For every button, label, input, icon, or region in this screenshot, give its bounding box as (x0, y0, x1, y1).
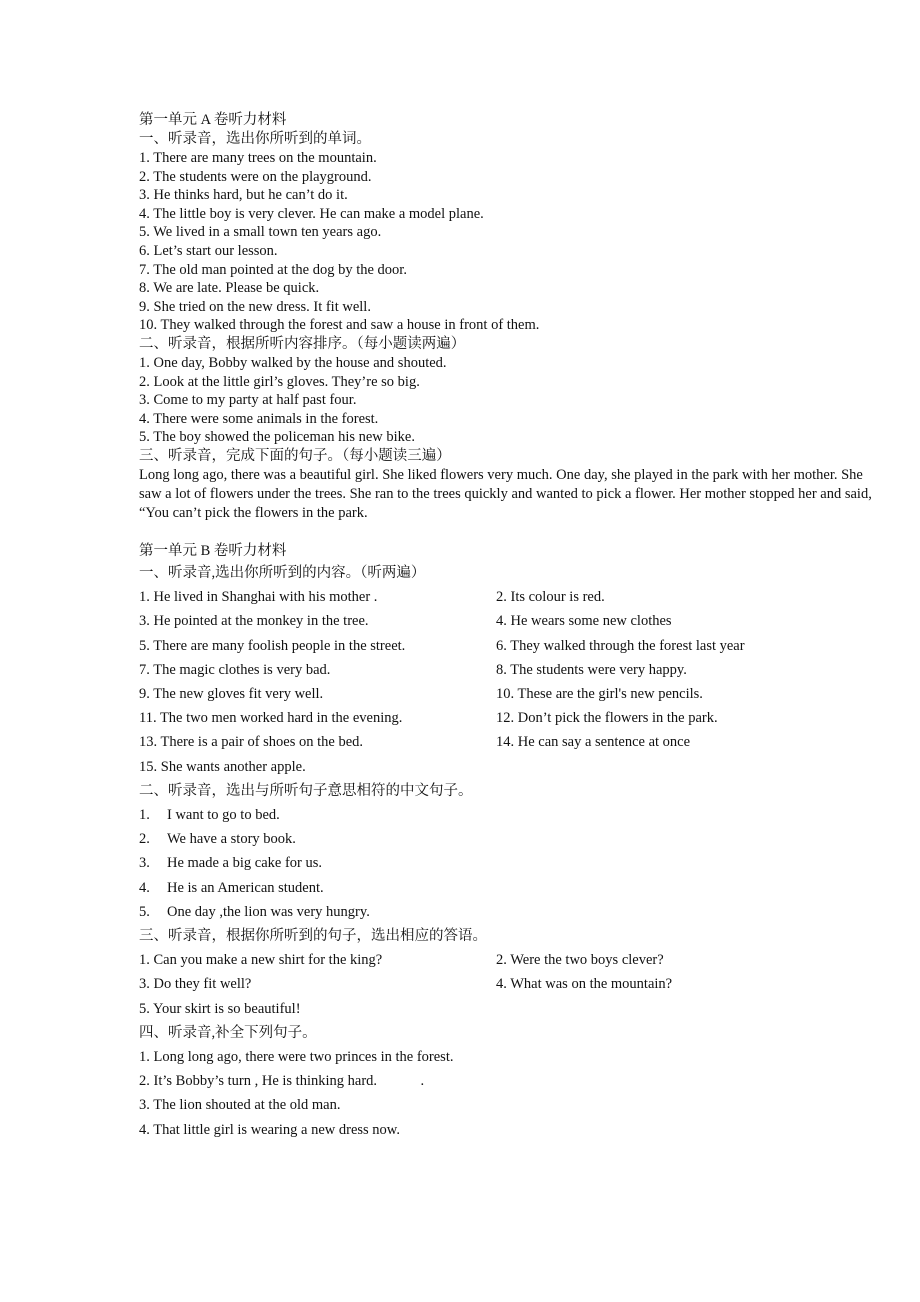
list-item: 4. There were some animals in the forest. (139, 410, 379, 427)
list-item: 6. They walked through the forest last year (496, 637, 745, 654)
list-item: 1. Can you make a new shirt for the king? (139, 952, 383, 969)
item-text: He is an American student. (167, 879, 324, 896)
list-item: 4. He wears some new clothes (496, 613, 672, 630)
unit-b-section-2-list (139, 803, 879, 924)
list-item: 12. Don’t pick the flowers in the park. (496, 710, 718, 727)
unit-a-section-3-heading: 三、听录音，完成下面的句子。（每小题读三遍） (139, 447, 451, 464)
list-item: 5. We lived in a small town ten years ago. (139, 224, 382, 241)
item-number: 3. (139, 855, 150, 872)
section-spacer (139, 523, 879, 542)
list-item (139, 827, 879, 851)
item-text: He made a big cake for us. (167, 855, 323, 872)
item-number: 2. (139, 831, 150, 848)
unit-a-section-2-list (139, 354, 879, 447)
list-item: 9. She tried on the new dress. It fit well. (139, 298, 371, 315)
unit-b-section-1-heading: 一、听录音,选出你所听到的内容。（听两遍） (139, 564, 426, 581)
list-item: 14. He can say a sentence at once (496, 734, 691, 751)
document-page (139, 111, 879, 1142)
list-item: 1. He lived in Shanghai with his mother . (139, 589, 378, 606)
list-item: 6. Let’s start our lesson. (139, 242, 278, 259)
list-item: 10. They walked through the forest and saw a house in front of them. (139, 317, 540, 334)
unit-b-section-3-grid (139, 948, 879, 996)
unit-b-title: 第一单元 B 卷听力材料 (139, 542, 287, 559)
list-item: 3. He pointed at the monkey in the tree. (139, 613, 369, 630)
unit-a-section-1-heading: 一、听录音，选出你所听到的单词。 (139, 131, 371, 147)
list-item: 3. He thinks hard, but he can’t do it. (139, 187, 348, 204)
list-item: 3. Come to my party at half past four. (139, 392, 357, 409)
list-item: 2. The students were on the playground. (139, 168, 372, 185)
list-item: 4. The little boy is very clever. He can make a model plane. (139, 205, 484, 222)
list-item (139, 876, 879, 900)
list-item: 11. The two men worked hard in the evening. (139, 710, 403, 727)
list-item: 3. The lion shouted at the old man. (139, 1097, 341, 1114)
list-item: 3. Do they fit well? (139, 976, 252, 993)
unit-b-section-3-heading: 三、听录音，根据你所听到的句子，选出相应的答语。 (139, 927, 487, 944)
list-item: 5. There are many foolish people in the street. (139, 637, 406, 654)
unit-a-section-2-heading: 二、听录音，根据所听内容排序。（每小题读两遍） (139, 335, 466, 352)
list-item: 8. The students were very happy. (496, 661, 687, 678)
list-item: 2. Look at the little girl’s gloves. They’re so big. (139, 373, 420, 390)
list-item: 9. The new gloves fit very well. (139, 685, 324, 702)
list-item (139, 851, 879, 875)
list-item: 13. There is a pair of shoes on the bed. (139, 734, 364, 751)
list-item: 15. She wants another apple. (139, 758, 306, 775)
item-text: I want to go to bed. (167, 806, 280, 823)
item-number: 1. (139, 806, 150, 823)
list-item (139, 803, 879, 827)
list-item: 8. We are late. Please be quick. (139, 280, 320, 297)
list-item: 10. These are the girl's new pencils. (496, 685, 703, 702)
unit-b-section-4-list (139, 1045, 879, 1142)
list-item: 5. Your skirt is so beautiful! (139, 1000, 301, 1017)
list-item: 4. That little girl is wearing a new dress now. (139, 1121, 400, 1138)
list-item: 2. Were the two boys clever? (496, 952, 664, 969)
unit-b-section-1-grid (139, 585, 879, 754)
item-text: One day ,the lion was very hungry. (167, 903, 370, 920)
list-item (139, 900, 879, 924)
list-item: 1. One day, Bobby walked by the house and shouted. (139, 354, 447, 371)
unit-b-section-2-heading: 二、听录音，选出与所听句子意思相符的中文句子。 (139, 782, 473, 799)
item-number: 4. (139, 879, 150, 896)
item-number: 5. (139, 903, 150, 920)
list-item: 1. There are many trees on the mountain. (139, 150, 377, 166)
unit-a-section-3-paragraph: Long long ago, there was a beautiful girl. She liked flowers very much. One day, she played in the park with her mother. She saw a lot of flowers under the trees. She ran to the trees quickly and wanted to pick a flower. Her mother stopped her and said, “You can’t pick the flowers in the park. (139, 466, 872, 521)
item-text: We have a story book. (167, 831, 296, 848)
list-item: 2. Its colour is red. (496, 589, 605, 606)
unit-a-title: 第一单元 A 卷听力材料 (139, 112, 287, 128)
list-item: 7. The old man pointed at the dog by the door. (139, 261, 407, 278)
list-item: 7. The magic clothes is very bad. (139, 661, 331, 678)
list-item: 2. It’s Bobby’s turn , He is thinking hard. . (139, 1073, 425, 1090)
list-item: 1. Long long ago, there were two princes in the forest. (139, 1048, 454, 1065)
list-item: 4. What was on the mountain? (496, 976, 673, 993)
unit-a-section-1-list (139, 149, 879, 335)
list-item: 5. The boy showed the policeman his new bike. (139, 429, 415, 446)
unit-b-section-4-heading: 四、听录音,补全下列句子。 (139, 1024, 317, 1041)
